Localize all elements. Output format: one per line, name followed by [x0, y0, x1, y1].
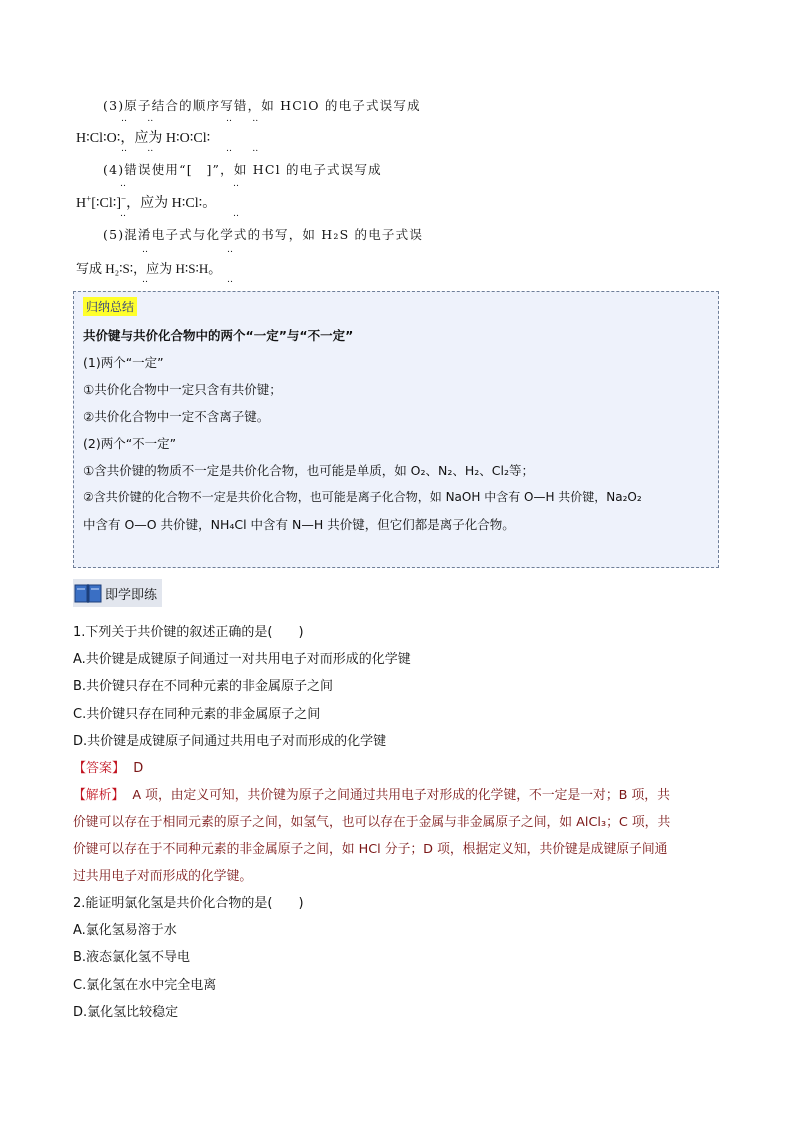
electron-dots: ‥ [120, 179, 128, 189]
electron-dots: ‥ [142, 245, 150, 255]
summary-line: (1)两个“一定” [83, 355, 164, 370]
correct-formula: H∶S∶H [175, 261, 209, 276]
book-icon [74, 582, 102, 604]
electron-dots: ‥ ‥ [121, 114, 155, 124]
charge: + [86, 193, 92, 204]
practice-header-label: 即学即练 [105, 588, 158, 603]
formula-line-4 [76, 192, 216, 212]
electron-dots: ‥ ‥ [121, 144, 155, 154]
answer-row [73, 757, 143, 776]
option-d: D.氯化氢比较稳定 [73, 1005, 179, 1020]
electron-dots: ‥ [233, 179, 241, 189]
analysis-text: A 项，由定义可知，共价键为原子之间通过共用电子对形成的化学键，不一定是一对；B 项，共 [132, 788, 670, 803]
summary-title: 共价键与共价化合物中的两个“一定”与“不一定” [83, 328, 354, 343]
text-fragment: ，应为 [133, 261, 173, 276]
analysis-text: 价键可以存在于不同种元素的非金属原子之间，如 HCl 分子；D 项，根据定义知，共价键是成键原子间通 [73, 842, 668, 857]
electron-dots: ‥ [120, 209, 128, 219]
summary-box [73, 291, 719, 568]
option-d: D.共价键是成键原子间通过共用电子对而形成的化学键 [73, 734, 387, 749]
summary-line: (2)两个“不一定” [83, 436, 177, 451]
answer-value: D [133, 761, 144, 776]
option-b: B.共价键只存在不同种元素的非金属原子之间 [73, 679, 334, 694]
summary-line: ②共价化合物中一定不含离子键。 [83, 409, 270, 424]
analysis-row [73, 784, 670, 803]
wrong-formula: H [76, 196, 87, 211]
text-fragment: 。 [208, 261, 222, 276]
charge: − [121, 193, 127, 204]
electron-dots: ‥ ‥ [226, 114, 260, 124]
electron-dots: ‥ [142, 275, 150, 285]
summary-tag: 归纳总结 [83, 297, 137, 316]
analysis-text: 过共用电子对而形成的化学键。 [73, 869, 253, 884]
summary-line: ②含共价键的化合物不一定是共价化合物，也可能是离子化合物，如 NaOH 中含有 O—H 共价键，Na₂O₂ [83, 490, 642, 504]
electron-dots: ‥ [227, 275, 235, 285]
electron-dots: ‥ ‥ [226, 144, 260, 154]
text-fragment: ，应为 [120, 131, 163, 146]
option-a: A.共价键是成键原子间通过一对共用电子对而形成的化学键 [73, 652, 411, 667]
option-c: C.共价键只存在同种元素的非金属原子之间 [73, 707, 321, 722]
option-a: A.氯化氢易溶于水 [73, 923, 177, 938]
error-4-label: (4)错误使用“[ ]”，如 HCl 的电子式误写成 [103, 162, 382, 177]
wrong-formula: 写成 H₂∶S∶ [76, 261, 134, 276]
correct-formula: H∶Cl∶ [171, 196, 203, 211]
error-5-label: (5)混淆电子式与化学式的书写，如 H₂S 的电子式误 [103, 227, 424, 242]
text-fragment: 。 [202, 196, 217, 211]
wrong-formula: [∶Cl∶] [91, 196, 122, 211]
option-b: B.液态氯化氢不导电 [73, 950, 191, 965]
answer-label: 【答案】 [73, 761, 126, 776]
practice-header [73, 579, 162, 607]
wrong-formula: H∶Cl∶O∶ [76, 131, 121, 146]
electron-dots: ‥ [233, 209, 241, 219]
error-3-label: (3)原子结合的顺序写错，如 HClO 的电子式误写成 [103, 98, 421, 113]
option-c: C.氯化氢在水中完全电离 [73, 978, 217, 993]
analysis-text: 价键可以存在于相同元素的原子之间，如氢气，也可以存在于金属与非金属原子之间，如 AlCl₃；C 项，共 [73, 815, 671, 830]
text-fragment: ，应为 [126, 196, 169, 211]
analysis-label: 【解析】 [73, 788, 125, 803]
electron-dots: ‥ [227, 245, 235, 255]
summary-line: 中含有 O—O 共价键，NH₄Cl 中含有 N—H 共价键，但它们都是离子化合物。 [83, 517, 515, 532]
summary-line: ①含共价键的物质不一定是共价化合物，也可能是单质，如 O₂、N₂、H₂、Cl₂等； [83, 463, 535, 478]
question-1: 1.下列关于共价键的叙述正确的是( ) [73, 625, 304, 640]
summary-line: ①共价化合物中一定只含有共价键； [83, 382, 282, 397]
question-2: 2.能证明氯化氢是共价化合物的是( ) [73, 896, 304, 911]
correct-formula: H∶O∶Cl∶ [165, 131, 211, 146]
